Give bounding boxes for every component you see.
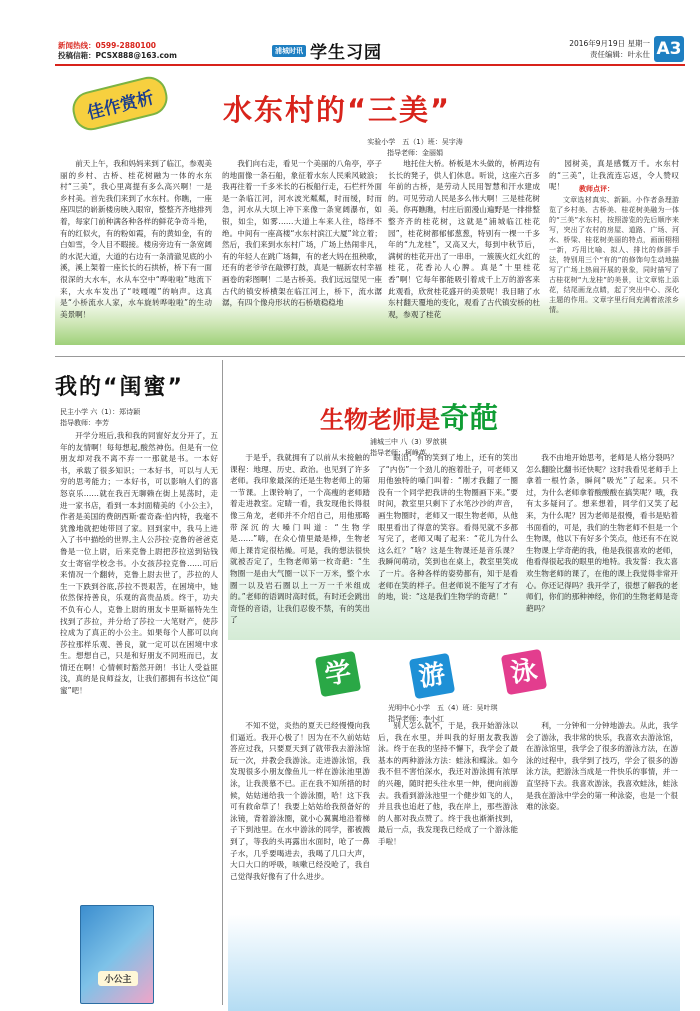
article1-paragraph: 地托住大桥。桥板是木头做的，桥两边有长长的凳子，供人们休息。听说，这座六百多年前的古桥，是劳动人民用智慧和汗水建成的。可见劳动人民是多么伟大啊！三是桂花树美。你再瞧瞧，村庄后面漫山遍野是一排排整整齐齐的桂花树，这就是“浦城临江桂花园”，桂花树都郁郁葱葱，特别有一棵一千多年的“九龙桂”，又高又大，每到中秋节后，满树的桂花开出了一串串，一簇簇火红火红的桂花，花香沁人心脾。真是“十里桂花香”啊！它每年都能吸引着成千上万的游客来此观看，欣赏桂花盛开的美景呢！我目睹了水东村翻天覆地的变化，观看了古代镇安桥的杜观，参观了桂花 [388,159,540,319]
brand-badge: 浦城时讯 [272,45,306,57]
article3-paragraph: 眼泪，有的笑到了地上，还有的笑出了“内伤”一个劲儿的抱着肚子，可老师又用他独特的嗓门叫着：“刚才我翻了一圈没有一个同学把我讲的生物圈画下来。”要时间，教室里只剩下了水笔沙沙的声音，画生物圈时，老师又一眼生物老师，从他眼里看出了得意的笑容。看得见就不多都写完了，老师又喝了起来：“花儿为什么这么红？”啥？这是生物课还是音乐课？我瞬间萌动，笑到也在桌上，教室里笑成了一片。各种各样的姿势都有，知于是看老师在笑的样子。但老师说不能写了才有的地，说：“这是我们生物学的奇葩！” [378,453,518,602]
issue-date: 2016年9月19日 星期一 [569,39,650,48]
email-text: 投稿信箱：PCSX888@163.com [58,51,177,60]
teacher-comment-label: 教师点评： [579,185,614,193]
article1-col-1 [60,158,212,344]
article2-author: 民主小学 六（1）：郑诗颖 [60,408,141,416]
article3-title-accent: 奇葩 [440,401,499,435]
article4-col-1 [230,720,370,1005]
featured-badge: 佳作赏析 [69,73,172,134]
page-number: A3 [654,36,684,62]
section-title: 学生习园 [310,43,382,63]
article3-col-3 [526,452,678,628]
article4-teacher: 指导老师：李小红 [388,715,444,723]
article3-paragraph: 于是乎，我就拥有了以前从未接触的课程：地理、历史、政治。也见到了许多老师。我印象最深的还是生物老师上的第一节课。上课铃响了，一个高瘦的老师踏着走进教室。定睛一看，我发现他长得很像三角龙，老师并不介绍自己，用他那略带深沉的大嗓门叫道：“生物学是……”嗨，在众心情里最是棒，生物老师上课肯定很枯燥。可是，我的想法很快就被否定了，生物老师第一枚奇葩：“生物圈一是由大气圈一以下一万米，整个水圈一以及岩石圈以上一万一千米组成的。”老师的语调时高时低，有时还会跳出奇怪的音语，让我们忍俊不禁，有的笑出了 [230,453,370,625]
title-tile-1: 学 [315,651,361,697]
article3-col-2 [378,452,518,628]
article3-title [320,396,498,437]
editor-name: 责任编辑：叶永仕 [590,50,650,59]
article3-teacher: 指导老师：柯峥英 [370,449,426,457]
article1-byline [300,137,530,159]
article1-teacher: 指导老师：金丽娟 [387,149,443,157]
header-rule [55,64,685,66]
header-meta [530,38,650,60]
article1-title: 水东村的“三美” [223,93,452,127]
column-divider [222,360,223,1005]
book-title: 小公主 [98,971,138,986]
article1-col-2 [222,158,382,344]
section-brand [272,38,382,63]
article2-title: 我的“闺蜜” [55,375,184,400]
article1-paragraph: 园树美，真是感慨万千。水东村的“三美”，让我流连忘返，令人赞叹呢！ [549,159,679,192]
title-tile-3: 泳 [501,649,547,695]
article2-body [60,430,218,900]
article4-author: 光明中心小学 五（4）班：吴叶琪 [388,704,498,712]
article3-author: 浦城三中 八（3）罗歆祺 [370,438,447,446]
article4-paragraph: 利，一分钟和一分钟地游去。从此，我学会了游泳，我非常的快乐，我喜欢去游泳馆，在游泳馆里，我学会了很多的游泳方法，在游泳的过程中，我学到了技巧，学会了很多的游泳方法，把游泳当成是一件快乐的事情，并一直坚持下去。我喜欢游泳，我喜欢蛙泳，蛙泳是我在游泳中学会的第一种泳姿，也是一个很难的泳姿。 [526,721,678,812]
hotline-text: 新闻热线：0599-2880100 [58,41,157,50]
article1-paragraph: 我们向右走，看见一个美丽的八角亭，亭子的地面像一条石船，象征着水东人民乘风破浪；我再往着一千多米长的石板船行走，石栏杆外面是一条临江河，河水波光粼粼，时而缓，时而急，河水从大坝上冲下来像一条宽阔瀑布，如银，如尘，如雾……大道上车来人往，络绎不绝。中间有一座高楼“水东村滨江大厦”耸立着；然后，我们来到水东村广场，广场上热闹非凡，有的年轻人在跳广场舞，有的老大妈在扭秧歌，还有的老爷爷在敲锣打鼓，真是一幅新农村幸福画卷的彩图啊！二是古桥美。我们远远望见一座古代的镇安桥横架在临江河上，桥下，流水潺潺，有四个像舟形状的石桥墩稳稳地 [222,159,382,308]
article4-col-2 [378,720,518,1005]
section-divider [55,356,685,357]
article1-col-3 [388,158,540,344]
book-cover-image [80,905,154,1004]
article2-byline [60,407,210,429]
article1-paragraph: 前天上午，我和妈妈来到了临江，参观美丽的乡村、古桥、桂花树融为一体的水东村“三美”，我心里离提有多么高兴啊！一是乡村美。首先我们来到了水东村。你瞧，一座座四层的崭新楼房映入眼帘，整整齐齐地排列着，每家门前种满各种各样的鲜花争奇斗艳，有的红似火，有的粉如霞，有的黄如金，有的白如雪，令人目不暇接。楼房旁边有一条宽阔的水泥大道，大道的右边有一条清澈见底的小溪，溪上架着一座长长的石拱桥，桥下有一面很深的大水车，水从车空中“哗啦啦”地流下来，大水车发出了“吱嘎嘎”的响声。这真是“小桥流水人家，水车旋转哗啦啦”的生动美景啊！ [60,159,212,319]
title-tile-2: 游 [409,653,455,699]
article2-teacher: 指导教师：李芳 [60,419,109,427]
teacher-comment-text: 文章选材真实、新颖。小作者条理游览了乡村美、古桥美、桂花树美融为一体的“三美”水东村，按照游览的先后顺序来写，突出了农村的房屋、道路、广场、河水、桥梁、桂花树美丽的特点，画面栩栩一新，巧用比喻、拟人、排比的修辞手法，特别用三个“有的”的修饰句生动地描写了广场上热闹开展的景象，同时描写了古桂花树“九龙桂”的美景，让文章铭上添花，结尾画龙点睛，起了突出中心、深化主题的作用。文章字里行间充满着浓浓乡情。 [549,196,679,314]
article4-col-3 [526,720,678,1005]
article4-paragraph: 不知不觉，炎热的夏天已经慢慢向我们逼近。我开心极了！因为在不久前姑姑答应过我，只要夏天到了就带我去游泳馆玩一次，并教会我游泳。走进游泳馆，我发现很多小朋友像鱼儿一样在游泳池里游泳，让我羡慕不已。正在我不知所措的时候，姑姑递给我一个游泳圈，哈！这下我可有救命草了！我要上姑姑给我预备好的泳镜，背着游泳圈，就小心翼翼地沿着梯子下到池里。在水中游泳的同学，都被溅到了，等我的头再露出水面时，呛了一鼻子水，几乎要喝进去，我喝了几口大声，大口大口的呼吸，咳嗽已经没呛了，我自己觉得我好像有了什么进步。 [230,721,370,881]
article2-paragraph: 开学分班后,我和我的同窗好友分开了，五年的友情啊！每每想起,酸然神伤。但是有一位朋友却对我不离不弃一一那就是书。一本好书，承载了很多知识；一本好书，可以与人无穷的思考能力；一本好书，可以影响人们的喜怒哀乐……就在我百无聊赖在街上晃荡时，走进一家书店，看到一本封面精美的《小公主》，作者是美国的费朗西斯·霍奇森·伯内特，我毫不犹豫地就把她带回了家。回到家中，我马上进入了书中描绘的世界,主人公莎拉·克鲁的爸爸克鲁是一位上尉，后来克鲁上尉把莎拉送到钻钱女士寄宿学校念书。小女孩莎拉克鲁……可后来情况一个翻转，克鲁上尉去世了，莎拉的人生一下跌到谷底,莎拉不畏艰苦，在困境中，她依然保持善良，乐观的高贵品质。终于，功夫不负有心人，克鲁上尉的朋友卡里斯福特先生找到了莎拉，并分给了莎拉一大笔财产，使莎拉成为了真正的小公主。如果每个人都可以向莎拉那样乐观、善良，就一定可以在困境中求生。想想自己，只是和好朋友不同班而已，友情还在啊！心情顿时豁然开朗！书让人受益匪浅，真的是良师益友，让我们都拥有书这位“闺蜜”吧！ [60,431,218,696]
header-contact [58,41,177,61]
teacher-comment [549,184,679,315]
article3-paragraph: 我不由地开始思考，老师是人格分裂吗？怎么翻脸比翻书还快呢？这时我看见老师手上拿着一根竹条，瞬间“吸光”了起来。只不过，为什么老师拿着酸酸酸在搞笑呢？哦，我有太多疑问了。想来想着，同学们又笑了起来，为什么呢？因为老师是很慢，看书是贴着书面看的，可是，我们的生物老师不但是一个生物课，他以下有好多个笑点，他还有不在说生物课上学奇葩的我，他是我很喜欢的老师，他看得很起我的眼里的地特。我发誓：我太喜欢生物老师的课了，在他的课上我觉得非常开心。你还记得吗？我开学了，很想了解我的老师们，你们的那种神经，你们的生物老师是奇葩吗？ [526,453,678,613]
article1-author: 实验小学 五（1）班：吴宇涛 [367,138,463,146]
article3-title-main: 生物老师是 [320,406,440,434]
article4-paragraph: 别人怎么就不，于是，我开始游泳以后，我在水里，并叫我的好朋友教我游泳。终于在我的坚持不懈下，我学会了最基本的两种游泳方法：蛙泳和蝶泳。如今我不但不害怕深水，我还对游泳拥有浓厚的兴趣，随时把头往水里一伸，便向前游去。我看到游泳池里一个健步如飞的人，并且我也追赶了他，我在岸上，那些游泳的人都对我点赞了。终于我也渐渐找到，最后一点，我发现我已经成了一个游泳能手啦！ [378,721,518,846]
article3-col-1 [230,452,370,628]
